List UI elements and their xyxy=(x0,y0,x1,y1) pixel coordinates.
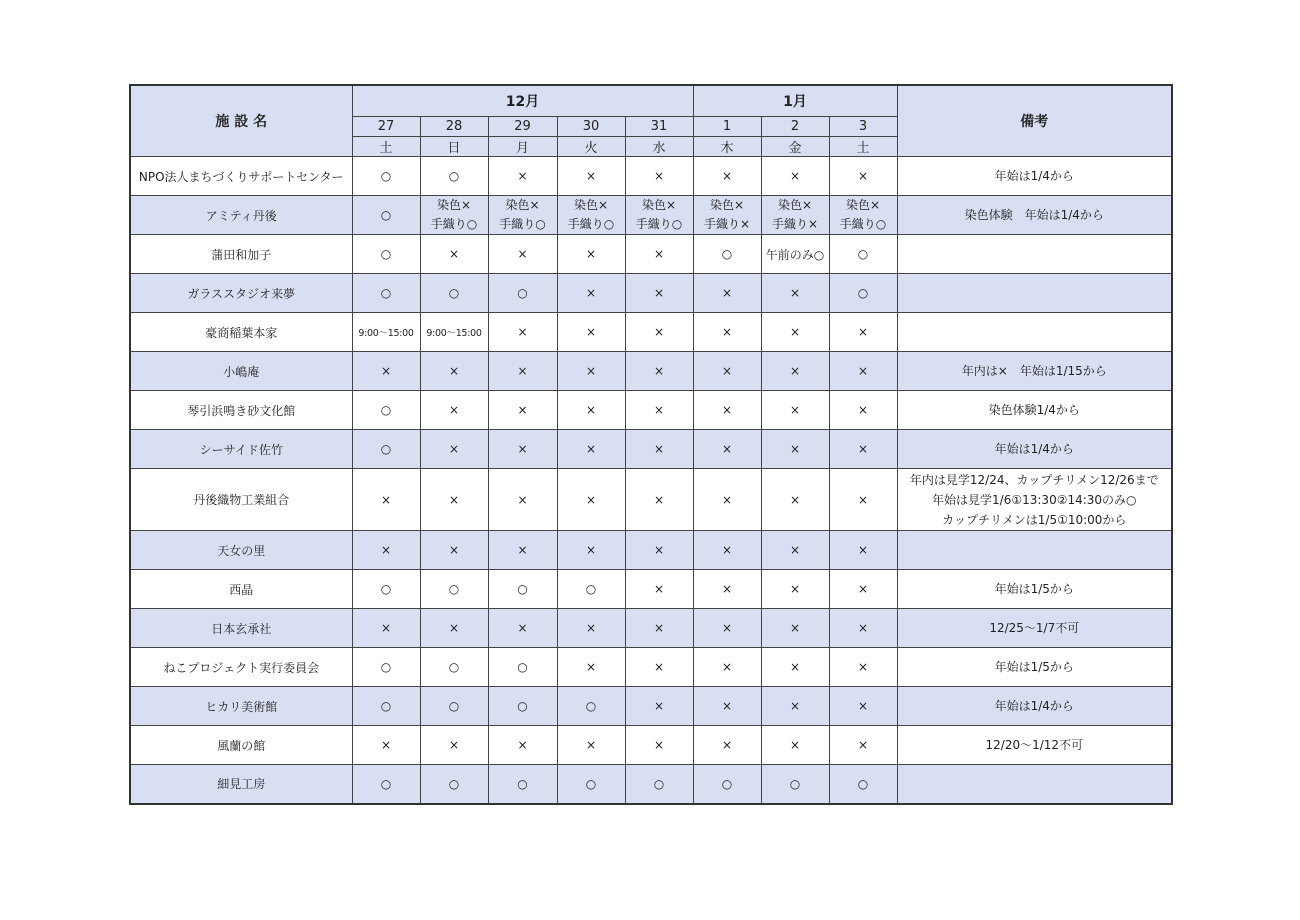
weekday-header: 水 xyxy=(625,137,693,157)
notes-cell xyxy=(897,609,1172,648)
availability-cell: × xyxy=(625,648,693,687)
availability-cell: × xyxy=(761,352,829,391)
availability-cell: × xyxy=(420,352,488,391)
table-row xyxy=(130,352,1172,391)
availability-cell: ○ xyxy=(420,570,488,609)
availability-cell: × xyxy=(625,430,693,469)
availability-cell: × xyxy=(761,570,829,609)
availability-cell: ○ xyxy=(420,274,488,313)
date-header: 30 xyxy=(557,117,625,137)
availability-cell: × xyxy=(761,726,829,765)
availability-cell: × xyxy=(829,352,897,391)
availability-cell: × xyxy=(693,430,761,469)
availability-cell: 9:00～15:00 xyxy=(352,313,420,352)
availability-cell: ○ xyxy=(352,687,420,726)
availability-cell: × xyxy=(829,609,897,648)
availability-cell: × xyxy=(761,313,829,352)
availability-cell: × xyxy=(829,157,897,196)
note-line: 年始は1/4から xyxy=(994,442,1074,456)
availability-cell: × xyxy=(488,609,557,648)
availability-cell: × xyxy=(625,274,693,313)
availability-cell: × xyxy=(761,609,829,648)
date-header: 29 xyxy=(488,117,557,137)
availability-cell: × xyxy=(829,726,897,765)
availability-cell: × xyxy=(693,531,761,570)
availability-cell: × xyxy=(488,352,557,391)
table-row xyxy=(130,531,1172,570)
table-row xyxy=(130,274,1172,313)
facility-name-cell: NPO法人まちづくりサポートセンター xyxy=(130,157,352,196)
availability-line: 手織り○ xyxy=(430,217,478,231)
availability-cell: ○ xyxy=(488,687,557,726)
availability-cell: × xyxy=(557,313,625,352)
notes-cell xyxy=(897,687,1172,726)
availability-cell: × xyxy=(557,531,625,570)
availability-cell: × xyxy=(761,274,829,313)
facility-name-cell: 細見工房 xyxy=(130,765,352,804)
availability-cell: × xyxy=(420,430,488,469)
table-row xyxy=(130,687,1172,726)
availability-cell xyxy=(693,196,761,235)
availability-line: 手織り○ xyxy=(839,217,887,231)
availability-cell: ○ xyxy=(352,235,420,274)
weekday-header: 火 xyxy=(557,137,625,157)
availability-cell xyxy=(761,196,829,235)
availability-cell: × xyxy=(625,391,693,430)
availability-cell: 午前のみ○ xyxy=(761,235,829,274)
facility-name-cell: ヒカリ美術館 xyxy=(130,687,352,726)
availability-line: 手織り○ xyxy=(567,217,615,231)
availability-cell: ○ xyxy=(761,765,829,804)
availability-cell: × xyxy=(625,687,693,726)
availability-line: 染色× xyxy=(573,198,609,212)
availability-cell: ○ xyxy=(352,274,420,313)
availability-cell: × xyxy=(693,313,761,352)
availability-cell: × xyxy=(761,157,829,196)
note-line: 年内は× 年始は1/15から xyxy=(961,364,1107,378)
availability-cell: × xyxy=(557,157,625,196)
availability-cell: × xyxy=(420,235,488,274)
availability-cell: × xyxy=(352,609,420,648)
table-row xyxy=(130,313,1172,352)
availability-cell: ○ xyxy=(352,570,420,609)
availability-cell: × xyxy=(693,570,761,609)
availability-cell: × xyxy=(557,469,625,531)
availability-cell xyxy=(488,196,557,235)
availability-cell xyxy=(829,196,897,235)
facility-name-cell: 丹後織物工業組合 xyxy=(130,469,352,531)
table-row xyxy=(130,609,1172,648)
facility-name-cell: 豪商稲葉本家 xyxy=(130,313,352,352)
availability-cell: × xyxy=(693,726,761,765)
availability-cell: × xyxy=(488,391,557,430)
availability-cell xyxy=(420,196,488,235)
notes-cell xyxy=(897,570,1172,609)
facility-name-cell: 日本玄承社 xyxy=(130,609,352,648)
facility-name-cell: 琴引浜鳴き砂文化館 xyxy=(130,391,352,430)
notes-cell xyxy=(897,726,1172,765)
notes-cell xyxy=(897,469,1172,531)
availability-cell: × xyxy=(557,726,625,765)
availability-cell: ○ xyxy=(352,648,420,687)
weekday-header: 土 xyxy=(352,137,420,157)
availability-cell: × xyxy=(488,313,557,352)
availability-cell: × xyxy=(352,531,420,570)
availability-line: 手織り○ xyxy=(499,217,546,231)
table-row xyxy=(130,469,1172,531)
availability-cell: ○ xyxy=(557,570,625,609)
availability-cell: × xyxy=(488,469,557,531)
availability-cell: × xyxy=(693,157,761,196)
note-line: 染色体験 年始は1/4から xyxy=(964,208,1104,222)
notes-cell xyxy=(897,313,1172,352)
availability-cell: × xyxy=(420,726,488,765)
availability-cell: ○ xyxy=(420,687,488,726)
availability-cell: ○ xyxy=(488,570,557,609)
note-line: 年始は1/4から xyxy=(994,699,1074,713)
facility-name-cell: 小嶋庵 xyxy=(130,352,352,391)
availability-line: 手織り× xyxy=(772,217,819,231)
notes-cell xyxy=(897,196,1172,235)
table-row xyxy=(130,196,1172,235)
facility-name-cell: シーサイド佐竹 xyxy=(130,430,352,469)
availability-cell: × xyxy=(557,391,625,430)
availability-cell: ○ xyxy=(557,687,625,726)
availability-cell: ○ xyxy=(488,765,557,804)
note-line: 年内は見学12/24、カップチリメン12/26まで xyxy=(909,472,1159,487)
availability-line: 染色× xyxy=(505,198,540,212)
date-header: 27 xyxy=(352,117,420,137)
availability-cell: × xyxy=(761,648,829,687)
availability-cell: × xyxy=(488,531,557,570)
availability-cell: × xyxy=(693,274,761,313)
holiday-schedule-table xyxy=(129,84,1173,805)
availability-cell: × xyxy=(557,235,625,274)
availability-cell: × xyxy=(829,687,897,726)
availability-cell: × xyxy=(693,687,761,726)
availability-cell: × xyxy=(625,726,693,765)
table-row xyxy=(130,765,1172,804)
availability-cell: ○ xyxy=(352,157,420,196)
availability-cell xyxy=(625,196,693,235)
availability-cell: × xyxy=(761,687,829,726)
availability-cell: × xyxy=(625,609,693,648)
table-row xyxy=(130,157,1172,196)
availability-cell: ○ xyxy=(420,157,488,196)
availability-cell: ○ xyxy=(488,274,557,313)
availability-cell: × xyxy=(557,352,625,391)
availability-cell: × xyxy=(625,469,693,531)
date-header: 1 xyxy=(693,117,761,137)
availability-cell xyxy=(557,196,625,235)
note-line: 年始は見学1/6①13:30②14:30のみ○ xyxy=(932,492,1137,507)
notes-cell xyxy=(897,765,1172,804)
weekday-header: 月 xyxy=(488,137,557,157)
availability-cell: ○ xyxy=(420,765,488,804)
availability-cell: × xyxy=(829,570,897,609)
availability-cell: × xyxy=(829,469,897,531)
weekday-header: 木 xyxy=(693,137,761,157)
availability-line: 染色× xyxy=(436,198,472,212)
availability-cell: × xyxy=(829,313,897,352)
availability-cell: × xyxy=(420,531,488,570)
availability-cell: × xyxy=(761,391,829,430)
month-header-december: 12月 xyxy=(352,85,693,117)
availability-cell: ○ xyxy=(693,765,761,804)
availability-cell: ○ xyxy=(488,648,557,687)
table-header xyxy=(130,85,1172,157)
availability-cell: ○ xyxy=(625,765,693,804)
availability-cell: × xyxy=(625,313,693,352)
table-row xyxy=(130,391,1172,430)
availability-cell: × xyxy=(829,648,897,687)
availability-cell: × xyxy=(829,430,897,469)
notes-cell xyxy=(897,531,1172,570)
availability-cell: × xyxy=(352,352,420,391)
availability-cell: × xyxy=(625,352,693,391)
date-header: 2 xyxy=(761,117,829,137)
availability-cell: × xyxy=(352,469,420,531)
note-line: カップチリメンは1/5①10:00から xyxy=(942,512,1127,527)
availability-line: 染色× xyxy=(710,198,745,212)
availability-cell: × xyxy=(693,352,761,391)
availability-line: 手織り× xyxy=(704,217,751,231)
availability-cell: × xyxy=(352,726,420,765)
availability-cell: ○ xyxy=(829,274,897,313)
availability-cell: × xyxy=(693,609,761,648)
weekday-header: 土 xyxy=(829,137,897,157)
availability-cell: × xyxy=(420,609,488,648)
availability-cell: × xyxy=(488,726,557,765)
facility-column-header: 施 設 名 xyxy=(130,85,352,157)
table-row xyxy=(130,570,1172,609)
availability-cell: × xyxy=(625,235,693,274)
availability-cell: × xyxy=(829,391,897,430)
table-row xyxy=(130,726,1172,765)
availability-cell: × xyxy=(693,391,761,430)
date-header: 28 xyxy=(420,117,488,137)
availability-cell: × xyxy=(488,235,557,274)
notes-cell xyxy=(897,648,1172,687)
availability-cell: ○ xyxy=(829,765,897,804)
notes-cell xyxy=(897,235,1172,274)
availability-cell: × xyxy=(488,430,557,469)
facility-name-cell: ねこプロジェクト実行委員会 xyxy=(130,648,352,687)
availability-cell: × xyxy=(829,531,897,570)
availability-cell: × xyxy=(420,469,488,531)
availability-cell: × xyxy=(557,609,625,648)
availability-cell: ○ xyxy=(352,430,420,469)
availability-cell: × xyxy=(761,531,829,570)
table-body xyxy=(130,157,1172,804)
note-line: 年始は1/4から xyxy=(994,169,1074,183)
availability-cell: ○ xyxy=(352,765,420,804)
note-line: 12/20～1/12不可 xyxy=(985,738,1084,752)
availability-cell: × xyxy=(488,157,557,196)
availability-cell: × xyxy=(761,430,829,469)
availability-cell: ○ xyxy=(693,235,761,274)
availability-cell: ○ xyxy=(420,648,488,687)
facility-name-cell: 西晶 xyxy=(130,570,352,609)
availability-cell: × xyxy=(625,157,693,196)
date-header: 31 xyxy=(625,117,693,137)
availability-cell: × xyxy=(420,391,488,430)
facility-name-cell: ガラススタジオ来夢 xyxy=(130,274,352,313)
note-line: 年始は1/5から xyxy=(994,660,1074,674)
weekday-header: 金 xyxy=(761,137,829,157)
availability-cell: × xyxy=(693,648,761,687)
availability-cell: × xyxy=(693,469,761,531)
availability-cell: ○ xyxy=(352,196,420,235)
weekday-header: 日 xyxy=(420,137,488,157)
table-row xyxy=(130,648,1172,687)
availability-cell: × xyxy=(557,430,625,469)
availability-cell: × xyxy=(557,274,625,313)
date-header: 3 xyxy=(829,117,897,137)
facility-name-cell: 蒲田和加子 xyxy=(130,235,352,274)
note-line: 12/25～1/7不可 xyxy=(989,621,1080,635)
notes-cell xyxy=(897,352,1172,391)
availability-line: 手織り○ xyxy=(635,217,683,231)
availability-cell: ○ xyxy=(352,391,420,430)
table-row xyxy=(130,430,1172,469)
table-row xyxy=(130,235,1172,274)
facility-name-cell: 天女の里 xyxy=(130,531,352,570)
availability-cell: × xyxy=(761,469,829,531)
availability-cell: 9:00～15:00 xyxy=(420,313,488,352)
availability-cell: ○ xyxy=(557,765,625,804)
notes-cell xyxy=(897,391,1172,430)
month-header-january: 1月 xyxy=(693,85,897,117)
notes-cell xyxy=(897,274,1172,313)
facility-name-cell: アミティ丹後 xyxy=(130,196,352,235)
availability-cell: ○ xyxy=(829,235,897,274)
availability-line: 染色× xyxy=(778,198,813,212)
facility-name-cell: 風蘭の館 xyxy=(130,726,352,765)
availability-line: 染色× xyxy=(846,198,881,212)
notes-cell xyxy=(897,157,1172,196)
availability-cell: × xyxy=(625,531,693,570)
note-line: 染色体験1/4から xyxy=(988,403,1080,417)
availability-line: 染色× xyxy=(641,198,677,212)
availability-cell: × xyxy=(625,570,693,609)
note-line: 年始は1/5から xyxy=(994,582,1074,596)
notes-column-header: 備考 xyxy=(897,85,1172,157)
notes-cell xyxy=(897,430,1172,469)
schedule-sheet xyxy=(129,84,1171,805)
availability-cell: × xyxy=(557,648,625,687)
